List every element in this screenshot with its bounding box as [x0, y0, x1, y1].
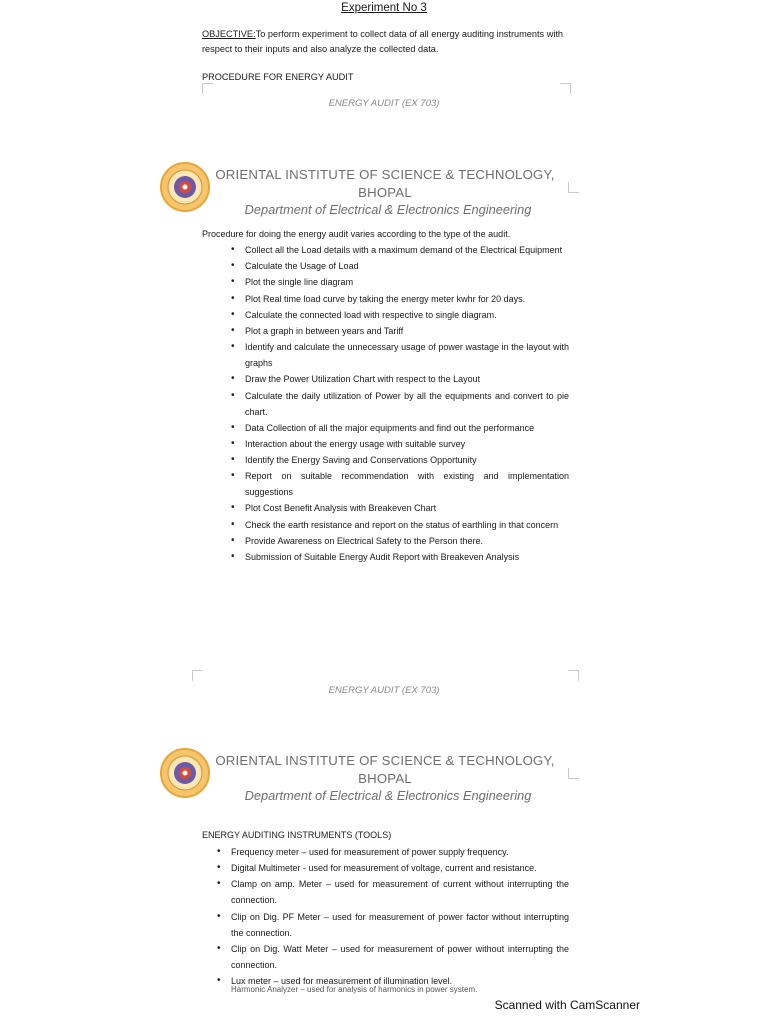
page-footer: ENERGY AUDIT (EX 703) [328, 98, 440, 109]
list-item: • Calculate the connected load with respective to single diagram. [231, 307, 569, 323]
objective-paragraph [202, 27, 572, 57]
department-name: Department of Electrical & Electronics Engineering [244, 202, 532, 217]
cut-off-text: Harmonic Analyzer – used for analysis of harmonics in power system. [231, 985, 478, 994]
institute-name-line2: BHOPAL [358, 771, 412, 786]
crop-mark [192, 670, 203, 681]
crop-mark [560, 83, 571, 94]
institute-name-line2: BHOPAL [358, 185, 412, 200]
list-item: • Provide Awareness on Electrical Safety to the Person there. [231, 533, 569, 549]
list-item: • Identify and calculate the unnecessary usage of power wastage in the layout with graphs [231, 339, 569, 371]
institute-name-line1: ORIENTAL INSTITUTE OF SCIENCE & TECHNOLOGY, [215, 167, 555, 182]
list-item: • Collect all the Load details with a maximum demand of the Electrical Equipment [231, 242, 569, 258]
list-item: • Submission of Suitable Energy Audit Report with Breakeven Analysis [231, 549, 569, 565]
list-item: • Report on suitable recommendation with existing and implementation suggestions [231, 468, 569, 500]
list-item: • Digital Multimeter - used for measurement of voltage, current and resistance. [217, 860, 569, 876]
crop-mark [568, 768, 579, 779]
procedure-intro: Procedure for doing the energy audit varies according to the type of the audit. [202, 229, 511, 239]
list-item: • Clip on Dig. PF Meter – used for measurement of power factor without interrupting the connection. [217, 909, 569, 941]
objective-text: To perform experiment to collect data of all energy auditing instruments with respect to their inputs and also analyze the collected data. [202, 29, 564, 54]
list-item: • Clamp on amp. Meter – used for measurement of current without interrupting the connection. [217, 876, 569, 908]
institute-name [200, 166, 570, 202]
list-item: • Frequency meter – used for measurement of power supply frequency. [217, 844, 569, 860]
page-footer: ENERGY AUDIT (EX 703) [328, 685, 440, 696]
list-item: • Clip on Dig. Watt Meter – used for measurement of power without interrupting the connection. [217, 941, 569, 973]
crop-mark [202, 83, 213, 94]
list-item: • Calculate the Usage of Load [231, 258, 569, 274]
list-item: • Calculate the daily utilization of Power by all the equipments and convert to pie chart. [231, 388, 569, 420]
list-item: • Plot a graph in between years and Tariff [231, 323, 569, 339]
cut-off-list-item [231, 985, 521, 994]
list-item: • Plot the single line diagram [231, 274, 569, 290]
list-item: • Data Collection of all the major equipments and find out the performance [231, 420, 569, 436]
list-item: • Lux meter – used for measurement of illumination level. [217, 973, 569, 989]
objective-label: OBJECTIVE: [202, 29, 256, 39]
procedure-steps-list [231, 242, 569, 565]
procedure-heading: PROCEDURE FOR ENERGY AUDIT [202, 72, 354, 82]
institute-name [200, 752, 570, 788]
institute-name-line1: ORIENTAL INSTITUTE OF SCIENCE & TECHNOLOGY, [215, 753, 555, 768]
list-item: • Identify the Energy Saving and Conservations Opportunity [231, 452, 569, 468]
list-item: • Plot Cost Benefit Analysis with Breakeven Chart [231, 500, 569, 516]
list-item: • Draw the Power Utilization Chart with respect to the Layout [231, 371, 569, 387]
experiment-title: Experiment No 3 [341, 2, 427, 14]
tools-heading: ENERGY AUDITING INSTRUMENTS (TOOLS) [202, 830, 392, 840]
scanner-watermark: Scanned with CamScanner [494, 998, 640, 1012]
department-name: Department of Electrical & Electronics Engineering [244, 788, 532, 803]
list-item: • Check the earth resistance and report on the status of earthling in that concern [231, 517, 569, 533]
crop-mark [568, 670, 579, 681]
list-item: • Plot Real time load curve by taking the energy meter kwhr for 20 days. [231, 291, 569, 307]
list-item: • Interaction about the energy usage with suitable survey [231, 436, 569, 452]
tools-list [217, 844, 569, 989]
crop-mark [568, 182, 579, 193]
